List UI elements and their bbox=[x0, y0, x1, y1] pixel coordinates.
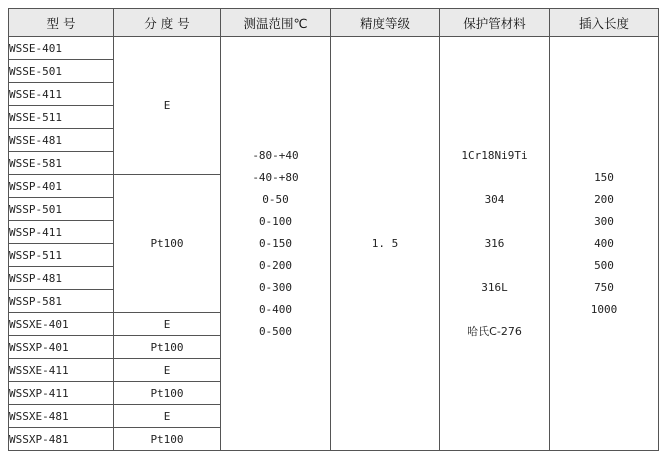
model-cell: WSSE-511 bbox=[9, 106, 114, 129]
model-cell: WSSXE-411 bbox=[9, 359, 114, 382]
header-graduation: 分 度 号 bbox=[114, 9, 221, 37]
graduation-cell: Pt100 bbox=[114, 336, 221, 359]
model-cell: WSSE-581 bbox=[9, 152, 114, 175]
length-value: 500 bbox=[594, 258, 614, 272]
model-cell: WSSXP-411 bbox=[9, 382, 114, 405]
graduation-cell: E bbox=[114, 359, 221, 382]
model-cell: WSSE-481 bbox=[9, 129, 114, 152]
range-value: 0-300 bbox=[258, 280, 293, 294]
length-value: 1000 bbox=[590, 302, 618, 316]
material-value: 316L bbox=[481, 280, 508, 294]
range-value: 0-50 bbox=[262, 192, 289, 206]
material-value: 304 bbox=[484, 192, 505, 206]
length-value: 750 bbox=[594, 280, 614, 294]
range-value: 0-150 bbox=[258, 236, 293, 250]
model-cell: WSSP-481 bbox=[9, 267, 114, 290]
graduation-cell: Pt100 bbox=[114, 382, 221, 405]
length-value: 400 bbox=[594, 236, 614, 250]
material-value: 316 bbox=[484, 236, 505, 250]
model-cell: WSSP-511 bbox=[9, 244, 114, 267]
graduation-cell: E bbox=[114, 313, 221, 336]
range-value: 0-100 bbox=[258, 214, 293, 228]
graduation-group-e: E bbox=[114, 37, 221, 175]
graduation-group-pt100: Pt100 bbox=[114, 175, 221, 313]
header-length: 插入长度 bbox=[550, 9, 659, 37]
model-cell: WSSE-411 bbox=[9, 83, 114, 106]
graduation-cell: Pt100 bbox=[114, 428, 221, 451]
material-value: 哈氏C-276 bbox=[467, 324, 522, 338]
spec-table bbox=[8, 8, 659, 451]
header-row bbox=[9, 9, 659, 37]
model-cell: WSSE-401 bbox=[9, 37, 114, 60]
range-value: 0-200 bbox=[258, 258, 293, 272]
header-accuracy: 精度等级 bbox=[331, 9, 440, 37]
model-cell: WSSXP-401 bbox=[9, 336, 114, 359]
table-row bbox=[9, 37, 659, 60]
model-cell: WSSP-501 bbox=[9, 198, 114, 221]
range-cell bbox=[221, 37, 331, 451]
material-cell bbox=[440, 37, 550, 451]
range-value: 0-500 bbox=[258, 324, 293, 338]
model-cell: WSSE-501 bbox=[9, 60, 114, 83]
accuracy-cell: 1. 5 bbox=[331, 37, 440, 451]
length-value: 200 bbox=[594, 192, 614, 206]
material-value: 1Cr18Ni9Ti bbox=[461, 148, 528, 162]
model-cell: WSSXE-401 bbox=[9, 313, 114, 336]
header-range: 测温范围℃ bbox=[221, 9, 331, 37]
length-value: 150 bbox=[594, 170, 614, 184]
model-cell: WSSP-581 bbox=[9, 290, 114, 313]
header-material: 保护管材料 bbox=[440, 9, 550, 37]
model-cell: WSSXE-481 bbox=[9, 405, 114, 428]
model-cell: WSSXP-481 bbox=[9, 428, 114, 451]
range-value: 0-400 bbox=[258, 302, 293, 316]
graduation-cell: E bbox=[114, 405, 221, 428]
header-model: 型 号 bbox=[9, 9, 114, 37]
length-cell bbox=[550, 37, 659, 451]
range-value: -40-+80 bbox=[252, 170, 299, 184]
range-value: -80-+40 bbox=[252, 148, 299, 162]
length-value: 300 bbox=[594, 214, 614, 228]
model-cell: WSSP-401 bbox=[9, 175, 114, 198]
model-cell: WSSP-411 bbox=[9, 221, 114, 244]
